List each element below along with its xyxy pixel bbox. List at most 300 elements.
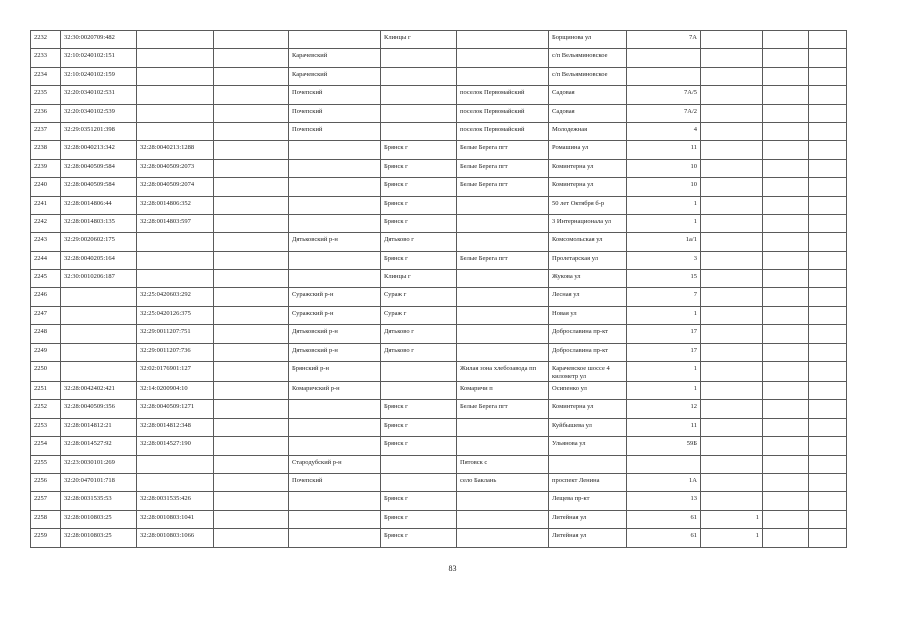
- blank-cell: [214, 178, 289, 196]
- cadastral-number-cell: 32:28:0014806:44: [61, 196, 137, 214]
- blank-cell-2: [763, 270, 809, 288]
- settlement-cell: Белые Берега пгт: [457, 159, 549, 177]
- city-cell: [381, 104, 457, 122]
- settlement-cell: [457, 196, 549, 214]
- district-cell: [289, 418, 381, 436]
- row-number-cell: 2239: [31, 159, 61, 177]
- city-cell: Клинцы г: [381, 31, 457, 49]
- blank-cell-2: [763, 343, 809, 361]
- district-cell: Почепский: [289, 104, 381, 122]
- house-number-cell: 1: [627, 306, 701, 324]
- district-cell: [289, 529, 381, 547]
- district-cell: [289, 270, 381, 288]
- table-row: [31, 233, 847, 251]
- district-cell: Брянский р-н: [289, 362, 381, 382]
- house-number-cell: 7А/5: [627, 86, 701, 104]
- cadastral-number-cell: 32:28:0042402:421: [61, 382, 137, 400]
- house-number-cell: 1: [627, 382, 701, 400]
- cadastral-number-cell: 32:28:0040213:342: [61, 141, 137, 159]
- house-number-cell: 12: [627, 400, 701, 418]
- district-cell: [289, 196, 381, 214]
- blank-cell-3: [809, 382, 847, 400]
- street-cell: Молодежная: [549, 122, 627, 140]
- settlement-cell: [457, 529, 549, 547]
- blank-cell-3: [809, 270, 847, 288]
- settlement-cell: [457, 288, 549, 306]
- blank-cell-3: [809, 437, 847, 455]
- district-cell: [289, 214, 381, 232]
- district-cell: Дятьковский р-н: [289, 343, 381, 361]
- cadastral-number-cell: 32:23:0030101:269: [61, 455, 137, 473]
- blank-cell-3: [809, 196, 847, 214]
- blank-cell: [214, 288, 289, 306]
- district-cell: Почепский: [289, 122, 381, 140]
- cadastral-number-cell: 32:29:0020602:175: [61, 233, 137, 251]
- count-cell: [701, 49, 763, 67]
- row-number-cell: 2250: [31, 362, 61, 382]
- city-cell: Брянск г: [381, 196, 457, 214]
- settlement-cell: Комаричи п: [457, 382, 549, 400]
- district-cell: Дятьковский р-н: [289, 233, 381, 251]
- house-number-cell: 15: [627, 270, 701, 288]
- street-cell: Садовая: [549, 104, 627, 122]
- district-cell: Почепский: [289, 473, 381, 491]
- street-cell: с/п Вельяминовское: [549, 49, 627, 67]
- city-cell: Брянск г: [381, 251, 457, 269]
- cadastral-number-cell: 32:28:0040509:584: [61, 159, 137, 177]
- house-number-cell: 10: [627, 178, 701, 196]
- blank-cell-3: [809, 104, 847, 122]
- linked-cadastral-number-cell: 32:28:0014803:597: [137, 214, 214, 232]
- blank-cell: [214, 343, 289, 361]
- blank-cell-2: [763, 214, 809, 232]
- cadastral-number-cell: 32:28:0010803:25: [61, 529, 137, 547]
- street-cell: Коминтерна ул: [549, 400, 627, 418]
- linked-cadastral-number-cell: [137, 473, 214, 491]
- row-number-cell: 2237: [31, 122, 61, 140]
- district-cell: Дятьковский р-н: [289, 325, 381, 343]
- cadastral-number-cell: 32:29:0351201:398: [61, 122, 137, 140]
- count-cell: [701, 325, 763, 343]
- city-cell: Дятьково г: [381, 233, 457, 251]
- linked-cadastral-number-cell: 32:28:0031535:426: [137, 492, 214, 510]
- registry-table: [30, 30, 847, 548]
- city-cell: Брянск г: [381, 492, 457, 510]
- cadastral-number-cell: [61, 343, 137, 361]
- table-row: [31, 49, 847, 67]
- blank-cell: [214, 510, 289, 528]
- row-number-cell: 2242: [31, 214, 61, 232]
- blank-cell-3: [809, 31, 847, 49]
- district-cell: [289, 178, 381, 196]
- blank-cell-3: [809, 492, 847, 510]
- blank-cell-2: [763, 49, 809, 67]
- settlement-cell: [457, 418, 549, 436]
- linked-cadastral-number-cell: [137, 49, 214, 67]
- house-number-cell: 7А: [627, 31, 701, 49]
- house-number-cell: 4: [627, 122, 701, 140]
- linked-cadastral-number-cell: [137, 67, 214, 85]
- linked-cadastral-number-cell: 32:25:0420126:375: [137, 306, 214, 324]
- house-number-cell: 61: [627, 529, 701, 547]
- settlement-cell: Жилая зона хлебозавода пп: [457, 362, 549, 382]
- blank-cell: [214, 233, 289, 251]
- row-number-cell: 2249: [31, 343, 61, 361]
- blank-cell: [214, 49, 289, 67]
- city-cell: [381, 382, 457, 400]
- linked-cadastral-number-cell: [137, 31, 214, 49]
- street-cell: Коминтерна ул: [549, 159, 627, 177]
- row-number-cell: 2258: [31, 510, 61, 528]
- blank-cell-2: [763, 418, 809, 436]
- house-number-cell: [627, 455, 701, 473]
- blank-cell-3: [809, 233, 847, 251]
- count-cell: [701, 251, 763, 269]
- house-number-cell: 17: [627, 343, 701, 361]
- row-number-cell: 2236: [31, 104, 61, 122]
- linked-cadastral-number-cell: [137, 455, 214, 473]
- cadastral-number-cell: 32:28:0040509:356: [61, 400, 137, 418]
- linked-cadastral-number-cell: [137, 251, 214, 269]
- row-number-cell: 2248: [31, 325, 61, 343]
- blank-cell-3: [809, 306, 847, 324]
- district-cell: [289, 510, 381, 528]
- count-cell: [701, 104, 763, 122]
- settlement-cell: [457, 214, 549, 232]
- blank-cell-3: [809, 86, 847, 104]
- row-number-cell: 2252: [31, 400, 61, 418]
- count-cell: [701, 362, 763, 382]
- count-cell: [701, 67, 763, 85]
- blank-cell: [214, 159, 289, 177]
- registry-table-body: [31, 31, 847, 548]
- linked-cadastral-number-cell: 32:28:0014812:348: [137, 418, 214, 436]
- row-number-cell: 2244: [31, 251, 61, 269]
- cadastral-number-cell: 32:28:0014803:135: [61, 214, 137, 232]
- city-cell: [381, 455, 457, 473]
- blank-cell-2: [763, 288, 809, 306]
- house-number-cell: 1А: [627, 473, 701, 491]
- blank-cell-2: [763, 492, 809, 510]
- linked-cadastral-number-cell: 32:28:0014806:352: [137, 196, 214, 214]
- table-row: [31, 400, 847, 418]
- house-number-cell: 13: [627, 492, 701, 510]
- city-cell: [381, 122, 457, 140]
- linked-cadastral-number-cell: 32:28:0010803:1066: [137, 529, 214, 547]
- blank-cell-2: [763, 104, 809, 122]
- linked-cadastral-number-cell: 32:02:0176901:127: [137, 362, 214, 382]
- table-row: [31, 122, 847, 140]
- settlement-cell: [457, 49, 549, 67]
- street-cell: Лещева пр-кт: [549, 492, 627, 510]
- blank-cell-2: [763, 31, 809, 49]
- blank-cell-2: [763, 382, 809, 400]
- blank-cell-3: [809, 343, 847, 361]
- blank-cell: [214, 400, 289, 418]
- settlement-cell: поселок Первомайский: [457, 86, 549, 104]
- row-number-cell: 2256: [31, 473, 61, 491]
- house-number-cell: 7: [627, 288, 701, 306]
- count-cell: [701, 122, 763, 140]
- district-cell: Карачевский: [289, 67, 381, 85]
- city-cell: [381, 473, 457, 491]
- blank-cell-2: [763, 86, 809, 104]
- city-cell: [381, 67, 457, 85]
- settlement-cell: село Баклань: [457, 473, 549, 491]
- linked-cadastral-number-cell: 32:29:0011207:736: [137, 343, 214, 361]
- count-cell: [701, 400, 763, 418]
- settlement-cell: Белые Берега пгт: [457, 178, 549, 196]
- blank-cell-2: [763, 251, 809, 269]
- house-number-cell: 10: [627, 159, 701, 177]
- street-cell: Ульянова ул: [549, 437, 627, 455]
- district-cell: Стародубский р-н: [289, 455, 381, 473]
- table-row: [31, 306, 847, 324]
- table-row: [31, 141, 847, 159]
- count-cell: 1: [701, 529, 763, 547]
- city-cell: Брянск г: [381, 178, 457, 196]
- row-number-cell: 2234: [31, 67, 61, 85]
- table-row: [31, 214, 847, 232]
- cadastral-number-cell: 32:28:0040205:164: [61, 251, 137, 269]
- row-number-cell: 2243: [31, 233, 61, 251]
- count-cell: [701, 492, 763, 510]
- district-cell: [289, 437, 381, 455]
- blank-cell: [214, 67, 289, 85]
- settlement-cell: [457, 510, 549, 528]
- house-number-cell: 1: [627, 362, 701, 382]
- row-number-cell: 2241: [31, 196, 61, 214]
- blank-cell: [214, 418, 289, 436]
- city-cell: [381, 362, 457, 382]
- street-cell: Пролетарская ул: [549, 251, 627, 269]
- street-cell: с/п Вельяминовское: [549, 67, 627, 85]
- row-number-cell: 2251: [31, 382, 61, 400]
- street-cell: Карачевское шоссе 4 километр ул: [549, 362, 627, 382]
- city-cell: Брянск г: [381, 418, 457, 436]
- count-cell: [701, 455, 763, 473]
- cadastral-number-cell: 32:28:0014527:92: [61, 437, 137, 455]
- count-cell: [701, 178, 763, 196]
- city-cell: [381, 49, 457, 67]
- street-cell: Коминтерна ул: [549, 178, 627, 196]
- cadastral-number-cell: 32:20:0470101:718: [61, 473, 137, 491]
- blank-cell: [214, 473, 289, 491]
- count-cell: [701, 86, 763, 104]
- linked-cadastral-number-cell: [137, 233, 214, 251]
- blank-cell: [214, 492, 289, 510]
- blank-cell-2: [763, 306, 809, 324]
- blank-cell-2: [763, 178, 809, 196]
- district-cell: [289, 251, 381, 269]
- city-cell: Брянск г: [381, 214, 457, 232]
- table-row: [31, 325, 847, 343]
- city-cell: Брянск г: [381, 437, 457, 455]
- city-cell: Брянск г: [381, 529, 457, 547]
- blank-cell-3: [809, 67, 847, 85]
- blank-cell: [214, 362, 289, 382]
- house-number-cell: 1а/1: [627, 233, 701, 251]
- linked-cadastral-number-cell: 32:29:0011207:751: [137, 325, 214, 343]
- district-cell: Суражский р-н: [289, 306, 381, 324]
- district-cell: Комаричский р-н: [289, 382, 381, 400]
- cadastral-number-cell: [61, 306, 137, 324]
- count-cell: [701, 306, 763, 324]
- row-number-cell: 2245: [31, 270, 61, 288]
- street-cell: 50 лет Октября б-р: [549, 196, 627, 214]
- row-number-cell: 2247: [31, 306, 61, 324]
- blank-cell: [214, 141, 289, 159]
- cadastral-number-cell: 32:30:0010206:187: [61, 270, 137, 288]
- cadastral-number-cell: 32:20:0340102:531: [61, 86, 137, 104]
- blank-cell-2: [763, 159, 809, 177]
- blank-cell-3: [809, 455, 847, 473]
- count-cell: [701, 141, 763, 159]
- street-cell: Ромашина ул: [549, 141, 627, 159]
- count-cell: [701, 437, 763, 455]
- linked-cadastral-number-cell: 32:28:0040213:1288: [137, 141, 214, 159]
- table-row: [31, 67, 847, 85]
- street-cell: Лесная ул: [549, 288, 627, 306]
- blank-cell: [214, 270, 289, 288]
- city-cell: Сураж г: [381, 306, 457, 324]
- city-cell: Брянск г: [381, 510, 457, 528]
- street-cell: проспект Ленина: [549, 473, 627, 491]
- house-number-cell: 59Б: [627, 437, 701, 455]
- settlement-cell: [457, 233, 549, 251]
- count-cell: 1: [701, 510, 763, 528]
- street-cell: Куйбышева ул: [549, 418, 627, 436]
- city-cell: [381, 86, 457, 104]
- row-number-cell: 2246: [31, 288, 61, 306]
- city-cell: Сураж г: [381, 288, 457, 306]
- blank-cell: [214, 382, 289, 400]
- cadastral-number-cell: 32:28:0040509:584: [61, 178, 137, 196]
- linked-cadastral-number-cell: 32:28:0040509:2074: [137, 178, 214, 196]
- house-number-cell: 1: [627, 214, 701, 232]
- blank-cell: [214, 455, 289, 473]
- blank-cell-3: [809, 473, 847, 491]
- city-cell: Дятьково г: [381, 325, 457, 343]
- blank-cell: [214, 86, 289, 104]
- count-cell: [701, 31, 763, 49]
- district-cell: [289, 31, 381, 49]
- linked-cadastral-number-cell: [137, 122, 214, 140]
- house-number-cell: 1: [627, 196, 701, 214]
- table-row: [31, 455, 847, 473]
- table-row: [31, 196, 847, 214]
- row-number-cell: 2238: [31, 141, 61, 159]
- blank-cell: [214, 437, 289, 455]
- cadastral-number-cell: 32:28:0010803:25: [61, 510, 137, 528]
- table-row: [31, 251, 847, 269]
- blank-cell: [214, 214, 289, 232]
- city-cell: Дятьково г: [381, 343, 457, 361]
- blank-cell-3: [809, 288, 847, 306]
- house-number-cell: 3: [627, 251, 701, 269]
- page-number: 83: [448, 564, 457, 573]
- table-row: [31, 159, 847, 177]
- blank-cell-2: [763, 122, 809, 140]
- row-number-cell: 2255: [31, 455, 61, 473]
- cadastral-number-cell: 32:10:0240102:151: [61, 49, 137, 67]
- district-cell: [289, 141, 381, 159]
- blank-cell-3: [809, 400, 847, 418]
- table-row: [31, 382, 847, 400]
- count-cell: [701, 418, 763, 436]
- row-number-cell: 2235: [31, 86, 61, 104]
- row-number-cell: 2232: [31, 31, 61, 49]
- table-row: [31, 492, 847, 510]
- count-cell: [701, 270, 763, 288]
- blank-cell: [214, 529, 289, 547]
- cadastral-number-cell: [61, 288, 137, 306]
- settlement-cell: поселок Первомайский: [457, 122, 549, 140]
- street-cell: Осипенко ул: [549, 382, 627, 400]
- blank-cell-3: [809, 122, 847, 140]
- linked-cadastral-number-cell: 32:28:0014527:190: [137, 437, 214, 455]
- count-cell: [701, 343, 763, 361]
- table-row: [31, 362, 847, 382]
- table-row: [31, 529, 847, 547]
- blank-cell-3: [809, 529, 847, 547]
- linked-cadastral-number-cell: [137, 104, 214, 122]
- settlement-cell: [457, 31, 549, 49]
- street-cell: Садовая: [549, 86, 627, 104]
- settlement-cell: [457, 306, 549, 324]
- linked-cadastral-number-cell: [137, 86, 214, 104]
- blank-cell-3: [809, 325, 847, 343]
- house-number-cell: 17: [627, 325, 701, 343]
- blank-cell: [214, 251, 289, 269]
- blank-cell-2: [763, 473, 809, 491]
- table-row: [31, 473, 847, 491]
- row-number-cell: 2253: [31, 418, 61, 436]
- city-cell: Брянск г: [381, 159, 457, 177]
- house-number-cell: [627, 49, 701, 67]
- street-cell: Доброславина пр-кт: [549, 325, 627, 343]
- blank-cell-2: [763, 510, 809, 528]
- settlement-cell: поселок Первомайский: [457, 104, 549, 122]
- blank-cell-2: [763, 67, 809, 85]
- street-cell: Жукова ул: [549, 270, 627, 288]
- table-row: [31, 418, 847, 436]
- house-number-cell: [627, 67, 701, 85]
- row-number-cell: 2233: [31, 49, 61, 67]
- district-cell: Суражский р-н: [289, 288, 381, 306]
- district-cell: [289, 400, 381, 418]
- street-cell: 3 Интернационала ул: [549, 214, 627, 232]
- count-cell: [701, 233, 763, 251]
- blank-cell-2: [763, 437, 809, 455]
- table-row: [31, 510, 847, 528]
- city-cell: Клинцы г: [381, 270, 457, 288]
- blank-cell-2: [763, 455, 809, 473]
- linked-cadastral-number-cell: 32:28:0040509:1271: [137, 400, 214, 418]
- street-cell: Борщинова ул: [549, 31, 627, 49]
- street-cell: [549, 455, 627, 473]
- count-cell: [701, 214, 763, 232]
- cadastral-number-cell: 32:20:0340102:539: [61, 104, 137, 122]
- settlement-cell: Белые Берега пгт: [457, 141, 549, 159]
- blank-cell-3: [809, 251, 847, 269]
- district-cell: Почепский: [289, 86, 381, 104]
- row-number-cell: 2257: [31, 492, 61, 510]
- street-cell: Литейная ул: [549, 510, 627, 528]
- city-cell: Брянск г: [381, 141, 457, 159]
- linked-cadastral-number-cell: [137, 270, 214, 288]
- settlement-cell: [457, 270, 549, 288]
